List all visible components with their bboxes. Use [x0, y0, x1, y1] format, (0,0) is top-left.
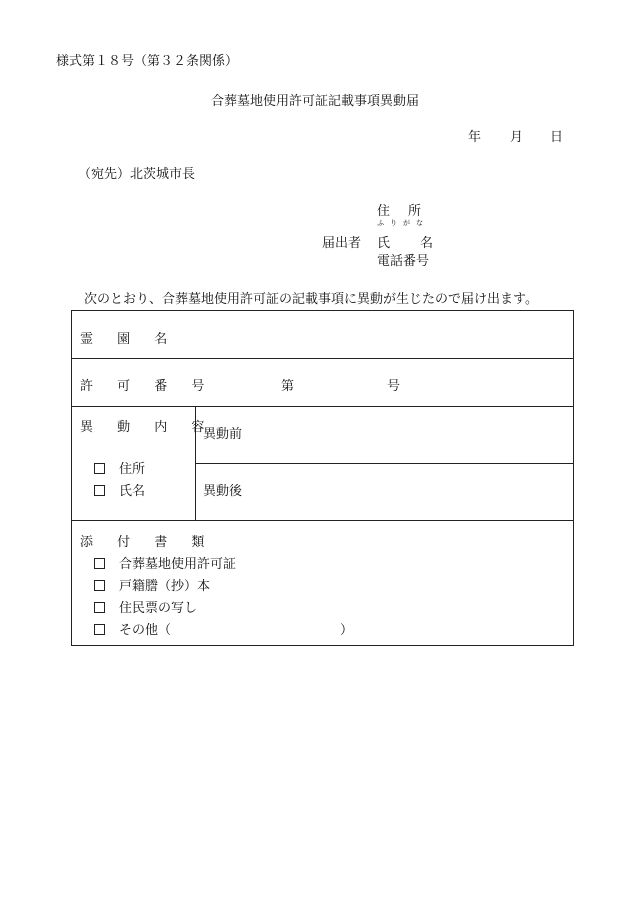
after-change-label: 異動後 [203, 484, 243, 499]
before-change-field[interactable] [252, 415, 567, 455]
change-content-label: 異 動 内 容 [80, 420, 215, 435]
addressee: （宛先）北茨城市長 [78, 167, 196, 182]
checkbox-icon[interactable] [94, 558, 105, 569]
lead-text: 次のとおり、合葬墓地使用許可証の記載事項に異動が生じたので届け出ます。 [84, 292, 538, 307]
row-divider [195, 463, 573, 464]
row-divider [72, 520, 573, 521]
form-number: 様式第１８号（第３２条関係） [56, 54, 239, 69]
row-divider [72, 358, 573, 359]
address-label: 住 所 [377, 204, 424, 219]
phone-label: 電話番号 [377, 254, 430, 269]
date-year-label: 年 [468, 130, 482, 145]
date-day-label: 日 [550, 130, 564, 145]
checkbox-icon[interactable] [94, 624, 105, 635]
checkbox-icon[interactable] [94, 602, 105, 613]
row-divider [72, 406, 573, 407]
furigana-label: ふりがな [377, 219, 429, 227]
before-change-label: 異動前 [203, 427, 243, 442]
permit-number-suffix: 号 [387, 379, 401, 394]
applicant-label: 届出者 [322, 236, 362, 251]
name-label: 氏 名 [377, 236, 434, 251]
attachment-permit[interactable]: 合葬墓地使用許可証 [94, 553, 236, 572]
attachments-label: 添 付 書 類 [80, 535, 215, 550]
document-title: 合葬墓地使用許可証記載事項異動届 [210, 94, 419, 109]
notification-form-table [71, 310, 574, 646]
change-option-address[interactable]: 住所 [94, 458, 145, 477]
checkbox-icon[interactable] [94, 485, 105, 496]
permit-number-prefix: 第 [281, 379, 295, 394]
cemetery-name-field[interactable] [362, 323, 570, 351]
attachment-resident-record[interactable]: 住民票の写し [94, 597, 197, 616]
attachment-other[interactable]: その他（ ） [94, 619, 353, 638]
permit-number-field[interactable] [305, 369, 385, 397]
attachment-family-register[interactable]: 戸籍謄（抄）本 [94, 575, 210, 594]
permit-number-label: 許 可 番 号 [80, 379, 215, 394]
checkbox-icon[interactable] [94, 463, 105, 474]
date-month-label: 月 [510, 130, 524, 145]
change-option-name[interactable]: 氏名 [94, 480, 145, 499]
after-change-field[interactable] [252, 472, 567, 512]
cemetery-name-label: 霊 園 名 [80, 332, 178, 347]
checkbox-icon[interactable] [94, 580, 105, 591]
